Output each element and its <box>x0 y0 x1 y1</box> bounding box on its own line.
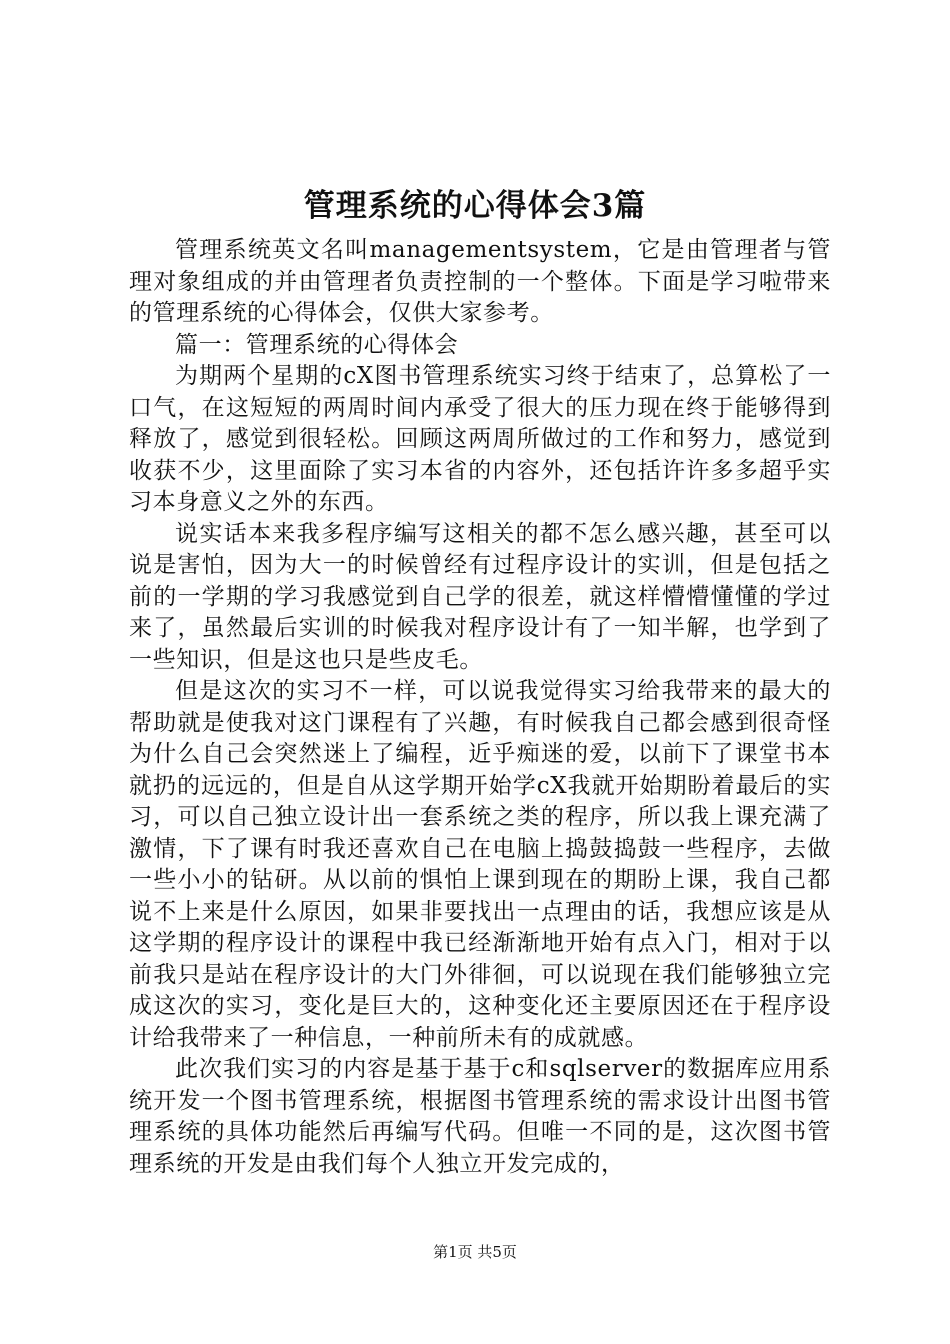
body-paragraph: 为期两个星期的cX图书管理系统实习终于结束了，总算松了一口气，在这短短的两周时间内承受了很大的压力现在终于能够得到释放了，感觉到很轻松。回顾这两周所做过的工作和努力，感觉到收获不少，这里面除了实习本省的内容外，还包括许许多多超乎实习本身意义之外的东西。 <box>129 363 831 515</box>
section-heading: 篇一：管理系统的心得体会 <box>175 331 459 358</box>
body-paragraph: 说实话本来我多程序编写这相关的都不怎么感兴趣，甚至可以说是害怕，因为大一的时候曾经有过程序设计的实训，但是包括之前的一学期的学习我感觉到自己学的很差，就这样懵懵懂懂的学过来了，虽然最后实训的时候我对程序设计有了一知半解，也学到了一些知识，但是这也只是些皮毛。 <box>129 520 831 673</box>
page-number-footer: 第1页 共5页 <box>433 1243 517 1261</box>
body-paragraph: 但是这次的实习不一样，可以说我觉得实习给我带来的最大的帮助就是使我对这门课程有了兴趣，有时候我自己都会感到很奇怪为什么自己会突然迷上了编程，近乎痴迷的爱，以前下了课堂书本就扔的远远的，但是自从这学期开始学cX我就开始期盼着最后的实习，可以自己独立设计出一套系统之类的程序，所以我上课充满了激情，下了课有时我还喜欢自己在电脑上捣鼓捣鼓一些程序，去做一些小小的钻研。从以前的惧怕上课到现在的期盼上课，我自己都说不上来是什么原因，如果非要找出一点理由的话，我想应该是从这学期的程序设计的课程中我已经渐渐地开始有点入门，相对于以前我只是站在程序设计的大门外徘徊，可以说现在我们能够独立完成这次的实习，变化是巨大的，这种变化还主要原因还在于程序设计给我带来了一种信息，一种前所未有的成就感。 <box>129 678 831 1051</box>
intro-paragraph: 管理系统英文名叫managementsystem，它是由管理者与管理对象组成的并由管理者负责控制的一个整体。下面是学习啦带来的管理系统的心得体会，仅供大家参考。 <box>129 237 831 326</box>
document-title: 管理系统的心得体会3篇 <box>303 188 647 224</box>
document-body <box>129 235 831 1180</box>
body-paragraph: 此次我们实习的内容是基于基于c和sqlserver的数据库应用系统开发一个图书管理系统，根据图书管理系统的需求设计出图书管理系统的具体功能然后再编写代码。但唯一不同的是，这次图书管理系统的开发是由我们每个人独立开发完成的， <box>129 1056 831 1177</box>
